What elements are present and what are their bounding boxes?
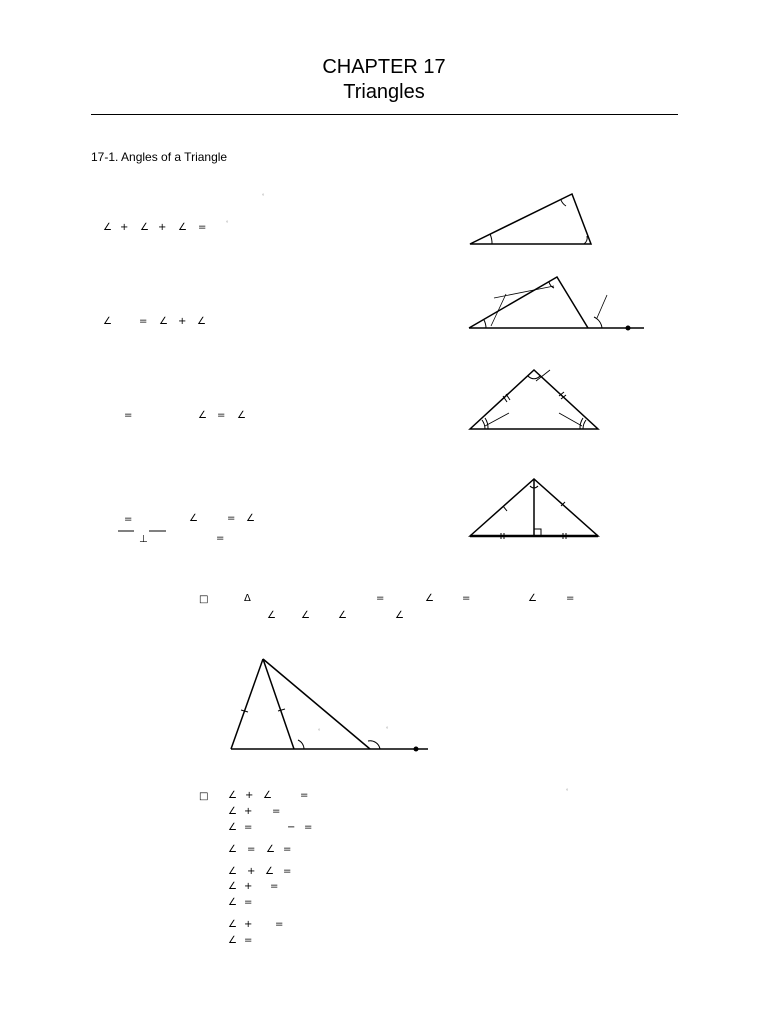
angle-symbol: ∠ bbox=[228, 919, 237, 930]
equals-sign: = bbox=[244, 897, 253, 908]
equals-sign: = bbox=[216, 533, 225, 544]
solution-box-icon: □ bbox=[199, 791, 209, 802]
triangle-figure-4 bbox=[470, 479, 598, 539]
triangle-figure-1 bbox=[470, 194, 591, 244]
angle-symbol: ∠ bbox=[228, 866, 237, 877]
angle-symbol: ∠ bbox=[267, 610, 276, 621]
point-dot bbox=[414, 747, 419, 752]
plus-sign: + bbox=[158, 222, 167, 233]
plus-sign: + bbox=[120, 222, 129, 233]
perpendicular-symbol: ⊥ bbox=[139, 534, 148, 545]
angle-symbol: ∠ bbox=[198, 410, 207, 421]
degree-mark: ° bbox=[566, 789, 569, 795]
angle-symbol: ∠ bbox=[246, 513, 255, 524]
equals-sign: = bbox=[376, 593, 385, 604]
equals-sign: = bbox=[244, 935, 253, 946]
angle-symbol: ∠ bbox=[425, 593, 434, 604]
equals-sign: = bbox=[566, 593, 575, 604]
angle-symbol: ∠ bbox=[140, 222, 149, 233]
example-box-icon: □ bbox=[199, 594, 209, 605]
angle-symbol: ∠ bbox=[228, 881, 237, 892]
plus-sign: + bbox=[244, 881, 253, 892]
angle-symbol: ∠ bbox=[237, 410, 246, 421]
equals-sign: = bbox=[272, 806, 281, 817]
equals-sign: = bbox=[124, 514, 133, 525]
angle-symbol: ∠ bbox=[159, 316, 168, 327]
angle-symbol: ∠ bbox=[228, 822, 237, 833]
equals-sign: = bbox=[124, 410, 133, 421]
angle-symbol: ∠ bbox=[301, 610, 310, 621]
point-dot bbox=[626, 326, 631, 331]
angle-symbol: ∠ bbox=[338, 610, 347, 621]
angle-symbol: ∠ bbox=[228, 806, 237, 817]
equals-sign: = bbox=[139, 316, 148, 327]
equals-sign: = bbox=[247, 844, 256, 855]
angle-symbol: ∠ bbox=[228, 844, 237, 855]
plus-sign: + bbox=[244, 806, 253, 817]
triangle-figure-2 bbox=[469, 277, 644, 328]
equals-sign: = bbox=[283, 844, 292, 855]
equals-sign: = bbox=[244, 822, 253, 833]
equals-sign: = bbox=[198, 222, 207, 233]
equals-sign: = bbox=[227, 513, 236, 524]
triangle-delta: Δ bbox=[244, 593, 251, 604]
angle-symbol: ∠ bbox=[528, 593, 537, 604]
angle-symbol: ∠ bbox=[178, 222, 187, 233]
equals-sign: = bbox=[275, 919, 284, 930]
plus-sign: + bbox=[244, 919, 253, 930]
degree-mark: ° bbox=[262, 194, 265, 200]
angle-symbol: ∠ bbox=[228, 790, 237, 801]
minus-sign: − bbox=[287, 822, 296, 833]
equals-sign: = bbox=[270, 881, 279, 892]
angle-symbol: ∠ bbox=[189, 513, 198, 524]
triangle-figure-3 bbox=[470, 370, 598, 429]
degree-mark: ° bbox=[386, 727, 389, 733]
angle-symbol: ∠ bbox=[395, 610, 404, 621]
angle-symbol: ∠ bbox=[103, 316, 112, 327]
angle-symbol: ∠ bbox=[265, 866, 274, 877]
angle-symbol: ∠ bbox=[197, 316, 206, 327]
equals-sign: = bbox=[217, 410, 226, 421]
plus-sign: + bbox=[247, 866, 256, 877]
section-heading: 17-1. Angles of a Triangle bbox=[91, 150, 228, 164]
equals-sign: = bbox=[300, 790, 309, 801]
angle-symbol: ∠ bbox=[228, 935, 237, 946]
equals-sign: = bbox=[283, 866, 292, 877]
equals-sign: = bbox=[304, 822, 313, 833]
degree-mark: ° bbox=[318, 729, 321, 735]
degree-mark: ° bbox=[226, 221, 229, 227]
angle-symbol: ∠ bbox=[266, 844, 275, 855]
angle-symbol: ∠ bbox=[228, 897, 237, 908]
chapter-subtitle: Triangles bbox=[343, 81, 425, 103]
equals-sign: = bbox=[462, 593, 471, 604]
example-triangle-figure bbox=[231, 659, 428, 749]
angle-symbol: ∠ bbox=[263, 790, 272, 801]
plus-sign: + bbox=[178, 316, 187, 327]
chapter-label: CHAPTER 17 bbox=[322, 56, 446, 78]
angle-symbol: ∠ bbox=[103, 222, 112, 233]
plus-sign: + bbox=[245, 790, 254, 801]
